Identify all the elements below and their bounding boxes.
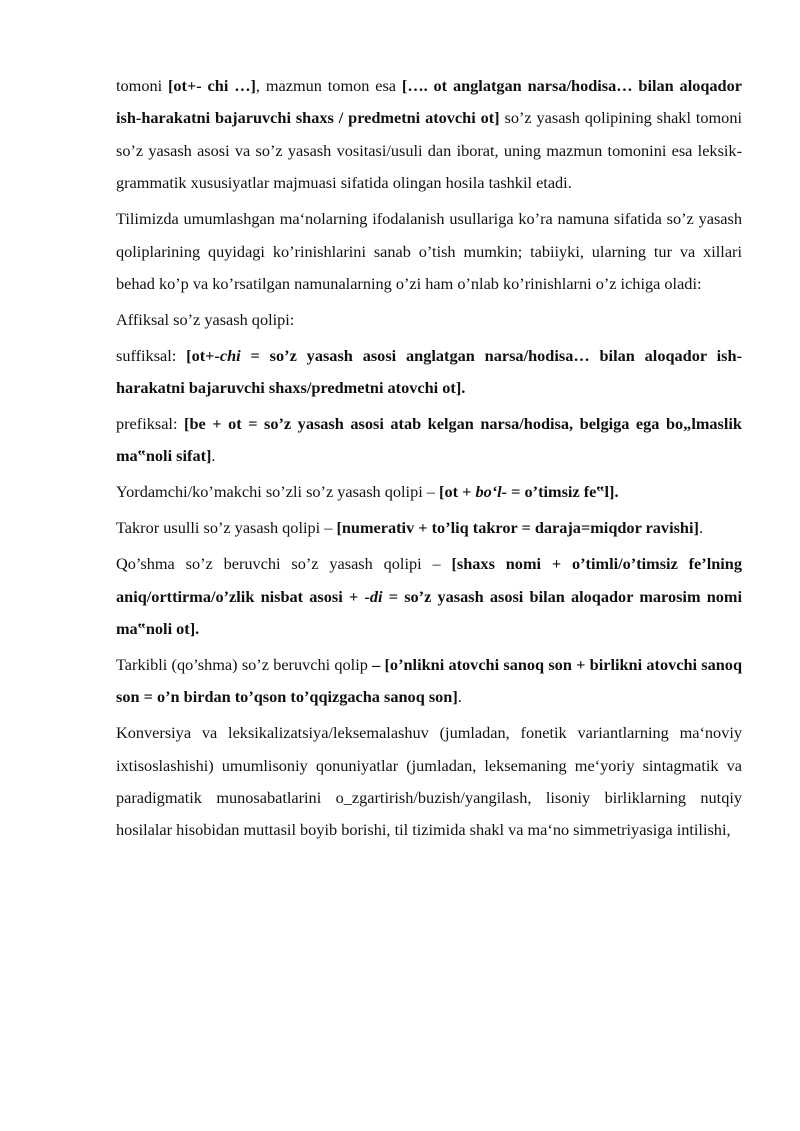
italic-text: chi bbox=[219, 345, 241, 365]
italic-text: di bbox=[369, 586, 383, 606]
paragraph bbox=[116, 340, 742, 405]
text-run: tomoni bbox=[116, 76, 168, 95]
text-run: Takror usulli so’z yasash qolipi – bbox=[116, 518, 337, 538]
bold-text: – [o’nlikni atovchi sanoq son + birlikni atovchi sanoq son = o’n birdan to’qson to’qqizgacha sanoq son] bbox=[116, 654, 743, 707]
italic-text: bo‘l- bbox=[475, 482, 508, 502]
paragraph bbox=[116, 304, 742, 336]
text-run: Affiksal so’z yasash qolipi: bbox=[116, 309, 295, 329]
text-run: Konversiya va leksikalizatsiya/leksemalashuv (jumladan, fonetik variantlarning ma‘noviy ixtisoslashishi) umumlisoniy qonuniyatlar (jumladan, leksemaning me‘yoriy sintagmatik va paradigmatik munosabatlarini o_zgartirish/buzish/yangilash, lisoniy birliklarning nutqiy hosilalar hisobidan muttasil boyib borishi, til tizimida shakl va ma‘no simmetriyasiga intilishi, bbox=[116, 723, 742, 840]
text-run: . bbox=[457, 687, 462, 707]
bold-text: = so’z yasash asosi bilan aloqador marosim nomi ma‟noli ot]. bbox=[116, 586, 742, 638]
bold-text: [ot+- chi …] bbox=[168, 76, 256, 95]
text-run: , mazmun tomon esa bbox=[255, 76, 402, 95]
bold-text: [shaxs nomi + o’timli/o’timsiz fe’lning aniq/orttirma/o’zlik nisbat asosi + - bbox=[116, 554, 743, 606]
bold-italic-text bbox=[475, 482, 507, 501]
text-run: Tilimizda umumlashgan ma‘nolarning ifodalanish usullariga ko’ra namuna sifatida so’z yasash qoliplarining quyidagi ko’rinishlarini sanab o’tish mumkin; tabiiyki, ularning tur va xillari behad ko’p va ko’rsatilgan namunalarning o’zi ham o’nlab ko’rinishlarni o’z ichiga oladi: bbox=[116, 209, 742, 293]
bold-text: [numerativ + to’liq takror = daraja=miqdor ravishi] bbox=[336, 518, 699, 538]
text-run: suffiksal: bbox=[116, 345, 187, 365]
paragraph bbox=[116, 649, 742, 714]
text-run: prefiksal: bbox=[116, 414, 185, 434]
paragraph bbox=[116, 512, 742, 544]
text-run: so’z yasash qolipining shakl tomoni so’z yasash asosi va so’z yasash vositasi/usuli dan iborat, uning mazmun tomonini esa leksik- grammatik xususiyatlar majmuasi sifatida olingan hosila tashkil etadi. bbox=[116, 108, 742, 193]
paragraph bbox=[116, 548, 742, 645]
paragraph bbox=[116, 476, 742, 508]
bold-text: = o’timsiz fe‟l]. bbox=[507, 482, 619, 502]
text-run: . bbox=[698, 518, 704, 538]
text-run: Qo’shma so’z beruvchi so’z yasash qolipi – bbox=[116, 554, 452, 574]
paragraph bbox=[116, 717, 742, 847]
bold-text: = so’z yasash asosi anglatgan narsa/hodisa… bilan aloqador ish-harakatni bajaruvchi shaxs/predmetni atovchi ot]. bbox=[116, 345, 742, 398]
paragraph bbox=[116, 70, 742, 200]
bold-italic-text bbox=[370, 587, 383, 606]
paragraph bbox=[116, 408, 742, 473]
text-run: Tarkibli (qo’shma) so’z beruvchi qolip bbox=[116, 654, 373, 674]
text-run: Yordamchi/ko’makchi so’zli so’z yasash qolipi – bbox=[116, 482, 440, 502]
bold-text: [ot+- bbox=[186, 345, 220, 365]
document-page bbox=[116, 70, 742, 847]
bold-italic-text bbox=[220, 346, 241, 365]
bold-text: […. ot anglatgan narsa/hodisa… bilan aloqador ish-harakatni bajaruvchi shaxs / predmetni atovchi ot] bbox=[116, 76, 742, 128]
paragraph bbox=[116, 203, 742, 300]
text-run: . bbox=[211, 446, 216, 466]
bold-text: [ot + bbox=[439, 482, 476, 502]
bold-text: [be + ot = so’z yasash asosi atab kelgan narsa/hodisa, belgiga ega bo„lmaslik ma‟noli sifat] bbox=[116, 414, 742, 466]
